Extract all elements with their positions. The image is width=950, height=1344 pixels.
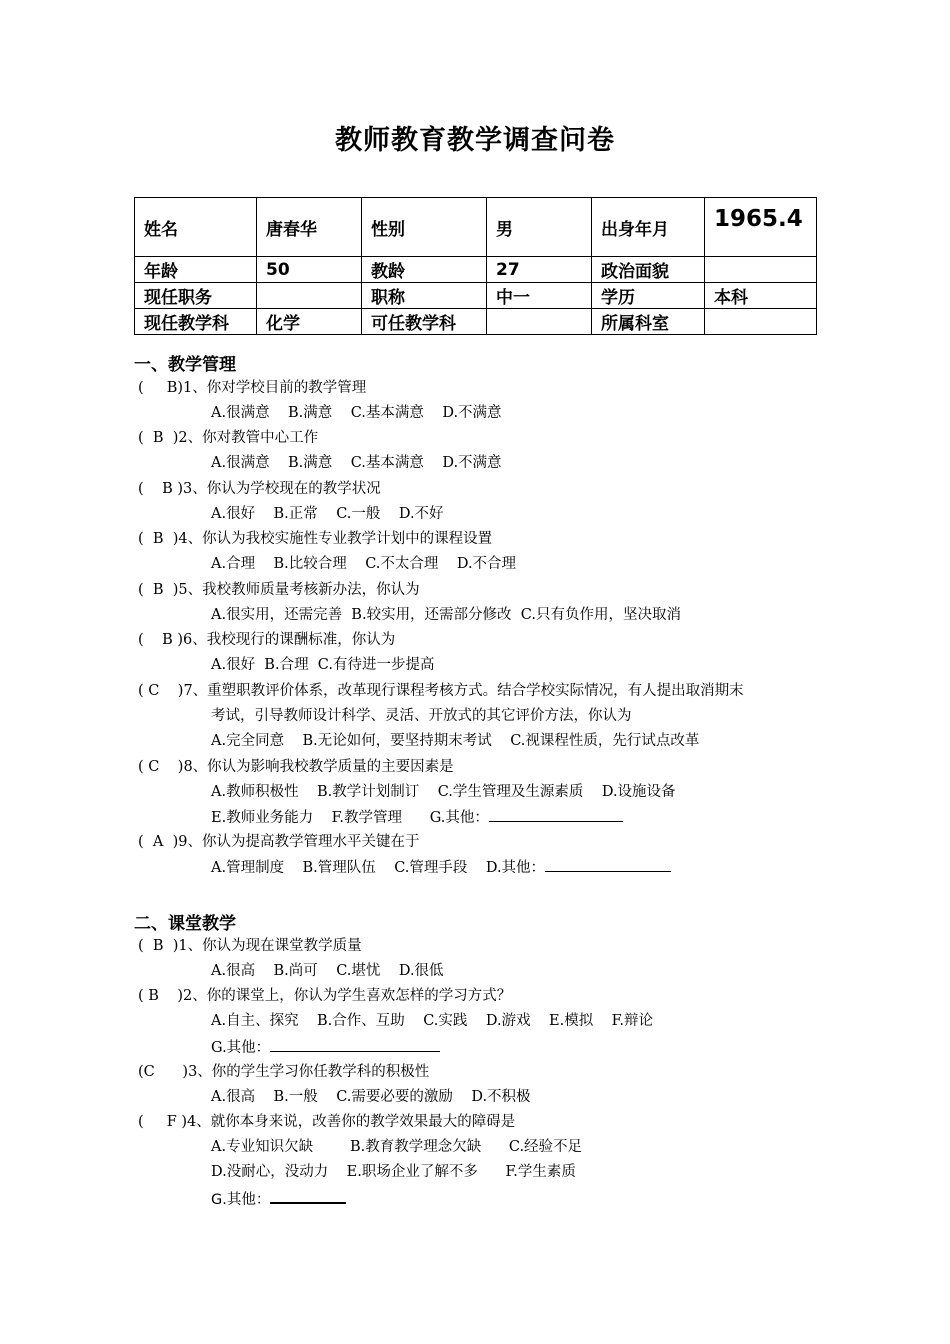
page-title: 教师教育教学调查问卷: [335, 125, 615, 156]
s2-q2-other-text: G.其他：: [211, 1040, 271, 1056]
s1-q8-options-2: [211, 807, 623, 828]
s2-q2-options: A.自主、探究 B.合作、互助 C.实践 D.游戏 E.模拟 F.辩论: [211, 1013, 654, 1029]
s2-question-1: ( B )1、你认为现在课堂教学质量: [138, 938, 362, 954]
s2-q4-other: [211, 1188, 346, 1210]
can-teach-label: 可任教学科: [362, 309, 487, 335]
title-label: 职称: [362, 283, 487, 309]
info-row-1: [135, 198, 817, 257]
s1-question-4: ( B )4、你认为我校实施性专业教学计划中的课程设置: [138, 531, 493, 547]
s1-question-1: ( B)1、你对学校目前的教学管理: [138, 380, 367, 396]
info-row-3: [135, 283, 817, 309]
s2-q4-options-1: A.专业知识欠缺 B.教育教学理念欠缺 C.经验不足: [211, 1139, 583, 1155]
info-row-4: [135, 309, 817, 335]
s1-question-3: ( B )3、你认为学校现在的教学状况: [138, 481, 381, 497]
s1-q8-options-2-text: E.教师业务能力 F.教学管理 G.其他：: [211, 810, 489, 826]
education-value: 本科: [705, 283, 817, 309]
s1-q5-options: A.很实用，还需完善 B.较实用，还需部分修改 C.只有负作用，坚决取消: [211, 607, 681, 623]
gender-label: 性别: [362, 198, 487, 257]
s1-q3-options: A.很好 B.正常 C.一般 D.不好: [211, 506, 444, 522]
s1-question-2: ( B )2、你对教管中心工作: [138, 430, 319, 446]
s2-q3-options: A.很高 B.一般 C.需要必要的激励 D.不积极: [211, 1089, 531, 1105]
political-value: [705, 257, 817, 283]
s2-q4-other-text: G.其他：: [211, 1192, 271, 1208]
s2-q1-options: A.很高 B.尚可 C.堪忧 D.很低: [211, 963, 444, 979]
s2-question-2: ( B )2、你的课堂上，你认为学生喜欢怎样的学习方式？: [138, 988, 512, 1004]
position-value: [257, 283, 362, 309]
s1-q1-options: A.很满意 B.满意 C.基本满意 D.不满意: [211, 405, 502, 421]
s1-q7-options: A.完全同意 B.无论如何，要坚持期末考试 C.视课程性质，先行试点改革: [211, 733, 700, 749]
s1-question-7: ( C )7、重塑职教评价体系，改革现行课程考核方式。结合学校实际情况，有人提出取消期末: [138, 683, 744, 699]
s1-q2-options: A.很满意 B.满意 C.基本满意 D.不满意: [211, 455, 502, 471]
s2-question-3: (C )3、你的学生学习你任教学科的积极性: [138, 1064, 430, 1080]
s1-question-6: ( B )6、我校现行的课酬标准，你认为: [138, 632, 396, 648]
birth-value: 1965.4: [705, 198, 817, 257]
s1-question-5: ( B )5、我校教师质量考核新办法，你认为: [138, 582, 420, 598]
position-label: 现任职务: [135, 283, 257, 309]
birth-label: 出身年月: [592, 198, 705, 257]
s1-q6-options: A.很好 B.合理 C.有待进一步提高: [211, 657, 435, 673]
s2-question-4: ( F )4、就你本身来说，改善你的教学效果最大的障碍是: [138, 1114, 516, 1130]
s1-q7-line-2: 考试，引导教师设计科学、灵活、开放式的其它评价方法，你认为: [211, 708, 632, 724]
gender-value: 男: [487, 198, 592, 257]
political-label: 政治面貌: [592, 257, 705, 283]
subject-value: 化学: [257, 309, 362, 335]
s1-q8-other-blank: [489, 807, 623, 822]
s1-q9-other-blank: [545, 857, 671, 872]
s2-q4-options-2: D.没耐心，没动力 E.职场企业了解不多 F.学生素质: [211, 1164, 576, 1180]
s1-q4-options: A.合理 B.比较合理 C.不太合理 D.不合理: [211, 556, 517, 572]
teach-years-label: 教龄: [362, 257, 487, 283]
s2-q2-other-blank: [270, 1037, 440, 1052]
s1-question-8: ( C )8、你认为影响我校教学质量的主要因素是: [138, 759, 454, 775]
s2-q4-other-blank: [270, 1188, 346, 1204]
s1-q9-options-text: A.管理制度 B.管理队伍 C.管理手段 D.其他：: [211, 860, 546, 876]
education-label: 学历: [592, 283, 705, 309]
can-teach-value: [487, 309, 592, 335]
section-heading-classroom-teaching: 二、课堂教学: [134, 914, 236, 934]
info-row-2: [135, 257, 817, 283]
title-value: 中一: [487, 283, 592, 309]
dept-value: [705, 309, 817, 335]
s2-q2-other: [211, 1037, 440, 1058]
s1-q8-options-1: A.教师积极性 B.教学计划制订 C.学生管理及生源素质 D.设施设备: [211, 784, 676, 800]
teach-years-value: 27: [487, 257, 592, 283]
name-label: 姓名: [135, 198, 257, 257]
subject-label: 现任教学科: [135, 309, 257, 335]
teacher-info-table: [134, 197, 817, 335]
section-heading-teaching-management: 一、教学管理: [134, 355, 236, 375]
name-value: 唐春华: [257, 198, 362, 257]
age-value: 50: [257, 257, 362, 283]
s1-question-9: ( A )9、你认为提高教学管理水平关键在于: [138, 834, 420, 850]
dept-label: 所属科室: [592, 309, 705, 335]
s1-q9-options: [211, 857, 671, 878]
age-label: 年龄: [135, 257, 257, 283]
